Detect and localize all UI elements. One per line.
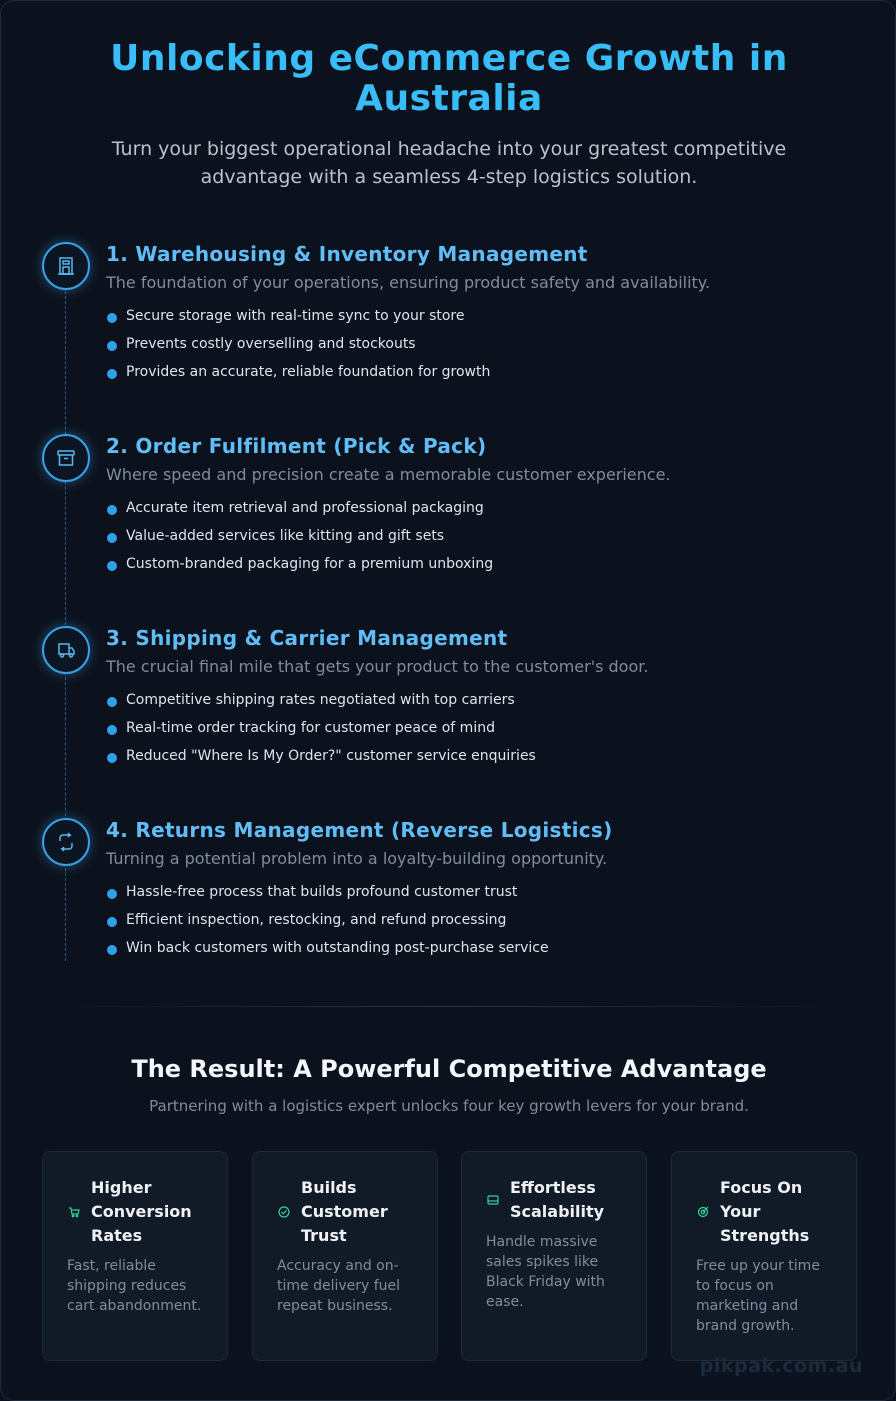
benefit-card-scalability <box>461 1151 647 1361</box>
warehouse-icon <box>42 242 90 290</box>
step-title: 1. Warehousing & Inventory Management <box>106 242 588 266</box>
result-subtitle: Partnering with a logistics expert unlocks four key growth levers for your brand. <box>149 1097 749 1115</box>
page-title: Unlocking eCommerce Growth in Australia <box>110 38 788 119</box>
cart-icon <box>67 1205 81 1219</box>
list-item: Secure storage with real-time sync to your store <box>106 308 490 336</box>
list-item: Competitive shipping rates negotiated with top carriers <box>106 692 536 720</box>
card-title: Focus On Your Strengths <box>720 1178 810 1245</box>
result-title: The Result: A Powerful Competitive Advantage <box>131 1055 767 1083</box>
returns-arrows-icon <box>42 818 90 866</box>
list-item: Value-added services like kitting and gift sets <box>106 528 493 556</box>
step-title: 4. Returns Management (Reverse Logistics) <box>106 818 613 842</box>
step-title: 3. Shipping & Carrier Management <box>106 626 508 650</box>
card-title: Higher Conversion Rates <box>91 1178 192 1245</box>
step-bullet-list <box>106 692 536 776</box>
step-description: Where speed and precision create a memorable customer experience. <box>106 465 671 484</box>
watermark-brand: pikpak.com.au <box>699 1355 863 1377</box>
list-item: Real-time order tracking for customer peace of mind <box>106 720 536 748</box>
list-item: Custom-branded packaging for a premium unboxing <box>106 556 493 584</box>
step-description: The foundation of your operations, ensuring product safety and availability. <box>106 273 711 292</box>
step-description: Turning a potential problem into a loyalty-building opportunity. <box>106 849 608 868</box>
list-item: Efficient inspection, restocking, and refund processing <box>106 912 549 940</box>
list-item: Reduced "Where Is My Order?" customer service enquiries <box>106 748 536 776</box>
truck-icon <box>42 626 90 674</box>
card-title: Effortless Scalability <box>510 1178 605 1221</box>
list-item: Win back customers with outstanding post-purchase service <box>106 940 549 968</box>
benefit-card-trust <box>252 1151 438 1361</box>
server-icon <box>486 1193 500 1207</box>
step-description: The crucial final mile that gets your product to the customer's door. <box>106 657 649 676</box>
section-divider <box>61 1006 837 1007</box>
card-description: Fast, reliable shipping reduces cart abandonment. <box>67 1258 202 1314</box>
list-item: Hassle-free process that builds profound customer trust <box>106 884 549 912</box>
card-description: Accuracy and on-time delivery fuel repeat business. <box>277 1258 401 1314</box>
archive-box-icon <box>42 434 90 482</box>
list-item: Provides an accurate, reliable foundation for growth <box>106 364 490 392</box>
card-description: Free up your time to focus on marketing and brand growth. <box>696 1258 820 1334</box>
step-bullet-list <box>106 884 549 968</box>
list-item: Accurate item retrieval and professional packaging <box>106 500 493 528</box>
target-icon <box>696 1205 710 1219</box>
page-subtitle: Turn your biggest operational headache into your greatest competitive advantage with a seamless 4-step logistics solution. <box>111 138 787 188</box>
step-bullet-list <box>106 308 490 392</box>
check-circle-icon <box>277 1205 291 1219</box>
benefit-card-focus <box>671 1151 857 1361</box>
list-item: Prevents costly overselling and stockouts <box>106 336 490 364</box>
step-title: 2. Order Fulfilment (Pick & Pack) <box>106 434 487 458</box>
card-title: Builds Customer Trust <box>301 1178 388 1245</box>
step-bullet-list <box>106 500 493 584</box>
benefit-card-conversion <box>42 1151 228 1361</box>
card-description: Handle massive sales spikes like Black Friday with ease. <box>486 1234 605 1310</box>
